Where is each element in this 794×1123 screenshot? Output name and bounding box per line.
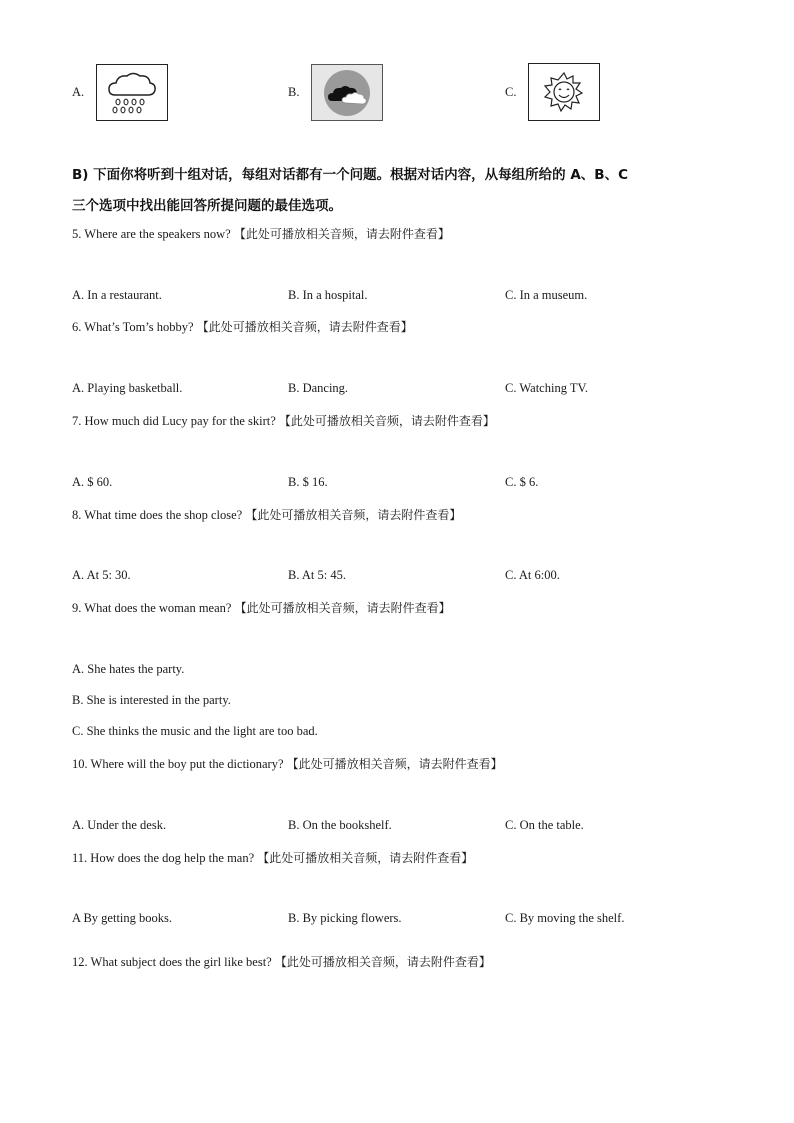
question-text: 8. What time does the shop close? <box>72 508 243 522</box>
question-8 <box>72 506 461 523</box>
question-7 <box>72 412 495 429</box>
q9-option-a[interactable]: A. She hates the party. <box>72 662 185 676</box>
question-text: 9. What does the woman mean? <box>72 601 232 615</box>
question-9 <box>72 599 451 616</box>
section-b-line1: B) 下面你将听到十组对话，每组对话都有一个问题。根据对话内容，从每组所给的 A、B、C <box>72 167 629 183</box>
question-text: 6. What’s Tom’s hobby? <box>72 320 194 334</box>
picture-option-a[interactable] <box>96 64 168 121</box>
question-text: 12. What subject does the girl like best? <box>72 955 272 969</box>
picture-option-a-label: A. <box>72 85 85 99</box>
q8-option-a[interactable]: A. At 5: 30. <box>72 568 131 582</box>
audio-note[interactable]: 【此处可播放相关音频，请去附件查看】 <box>245 508 462 522</box>
q7-option-c[interactable]: C. $ 6. <box>505 475 539 489</box>
audio-note[interactable]: 【此处可播放相关音频，请去附件查看】 <box>286 757 503 771</box>
sun-icon <box>529 64 599 120</box>
q7-option-b[interactable]: B. $ 16. <box>288 475 328 489</box>
picture-option-c-label: C. <box>505 85 517 99</box>
question-11 <box>72 849 473 866</box>
q5-option-c[interactable]: C. In a museum. <box>505 288 588 302</box>
q11-option-b[interactable]: B. By picking flowers. <box>288 911 402 925</box>
q5-option-a[interactable]: A. In a restaurant. <box>72 288 162 302</box>
q8-option-c[interactable]: C. At 6:00. <box>505 568 560 582</box>
q11-option-c[interactable]: C. By moving the shelf. <box>505 911 625 925</box>
q9-option-b[interactable]: B. She is interested in the party. <box>72 693 231 707</box>
q8-option-b[interactable]: B. At 5: 45. <box>288 568 346 582</box>
picture-option-c[interactable] <box>528 63 600 121</box>
question-text: 5. Where are the speakers now? <box>72 227 231 241</box>
q10-option-b[interactable]: B. On the bookshelf. <box>288 818 392 832</box>
picture-option-b[interactable] <box>311 64 383 121</box>
question-5 <box>72 225 450 242</box>
question-12 <box>72 953 491 970</box>
q6-option-a[interactable]: A. Playing basketball. <box>72 381 183 395</box>
cloudy-icon <box>312 65 382 120</box>
question-text: 7. How much did Lucy pay for the skirt? <box>72 414 276 428</box>
question-10 <box>72 755 503 772</box>
q10-option-c[interactable]: C. On the table. <box>505 818 584 832</box>
question-6 <box>72 318 413 335</box>
question-text: 11. How does the dog help the man? <box>72 851 255 865</box>
audio-note[interactable]: 【此处可播放相关音频，请去附件查看】 <box>196 320 413 334</box>
q6-option-c[interactable]: C. Watching TV. <box>505 381 589 395</box>
audio-note[interactable]: 【此处可播放相关音频，请去附件查看】 <box>257 851 474 865</box>
section-b-line2: 三个选项中找出能回答所提问题的最佳选项。 <box>72 198 342 214</box>
audio-note[interactable]: 【此处可播放相关音频，请去附件查看】 <box>274 955 491 969</box>
audio-note[interactable]: 【此处可播放相关音频，请去附件查看】 <box>278 414 495 428</box>
q10-option-a[interactable]: A. Under the desk. <box>72 818 167 832</box>
q7-option-a[interactable]: A. $ 60. <box>72 475 113 489</box>
q11-option-a[interactable]: A By getting books. <box>72 911 173 925</box>
picture-option-b-label: B. <box>288 85 300 99</box>
rain-cloud-icon <box>97 65 167 120</box>
q5-option-b[interactable]: B. In a hospital. <box>288 288 368 302</box>
audio-note[interactable]: 【此处可播放相关音频，请去附件查看】 <box>234 601 451 615</box>
q6-option-b[interactable]: B. Dancing. <box>288 381 349 395</box>
section-b-instructions <box>72 160 732 222</box>
q9-option-c[interactable]: C. She thinks the music and the light are too bad. <box>72 724 318 738</box>
question-text: 10. Where will the boy put the dictionary? <box>72 757 284 771</box>
audio-note[interactable]: 【此处可播放相关音频，请去附件查看】 <box>233 227 450 241</box>
